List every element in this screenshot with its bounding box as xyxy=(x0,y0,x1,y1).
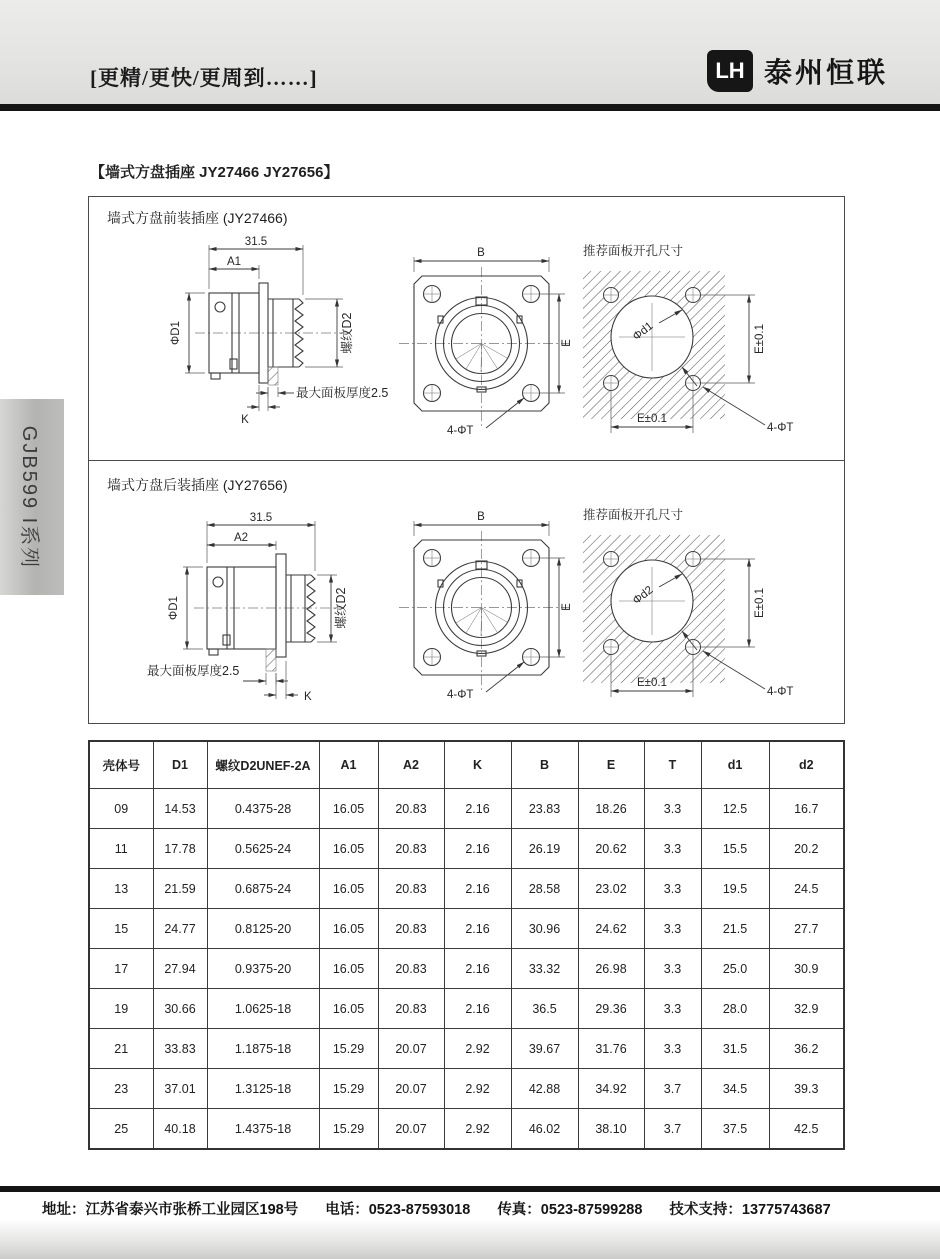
table-row xyxy=(89,789,844,829)
table-cell: 3.3 xyxy=(644,949,701,989)
section-divider xyxy=(89,460,844,461)
column-header: E xyxy=(578,741,644,789)
table-cell: 2.16 xyxy=(444,829,511,869)
table-cell: 2.16 xyxy=(444,989,511,1029)
footer-phone: 电话：0523-87593018 xyxy=(325,1202,471,1218)
table-cell: 31.5 xyxy=(701,1029,769,1069)
table-cell: 0.5625-24 xyxy=(207,829,319,869)
table-cell: 3.3 xyxy=(644,909,701,949)
table-cell: 23.02 xyxy=(578,869,644,909)
label-four-holes: 4-ΦT xyxy=(447,689,474,701)
table-cell: 24.77 xyxy=(153,909,207,949)
table-cell: 1.3125-18 xyxy=(207,1069,319,1109)
label-max-panel-thickness: 最大面板厚度2.5 xyxy=(147,664,240,678)
table-cell: 2.16 xyxy=(444,869,511,909)
table-cell: 34.5 xyxy=(701,1069,769,1109)
table-cell: 33.83 xyxy=(153,1029,207,1069)
dim-overall-length: 31.5 xyxy=(249,512,273,524)
label-four-holes: 4-ΦT xyxy=(767,422,794,434)
table-cell: 24.62 xyxy=(578,909,644,949)
table-cell: 37.5 xyxy=(701,1109,769,1150)
table-cell: 14.53 xyxy=(153,789,207,829)
table-cell: 16.05 xyxy=(319,869,378,909)
table-cell: 15.29 xyxy=(319,1069,378,1109)
side-view-rear-mount xyxy=(139,497,399,707)
table-cell: 26.98 xyxy=(578,949,644,989)
table-cell: 0.6875-24 xyxy=(207,869,319,909)
table-cell: 28.58 xyxy=(511,869,578,909)
table-cell: 21.59 xyxy=(153,869,207,909)
footer-divider xyxy=(0,1186,940,1192)
dim-e: E xyxy=(561,339,573,347)
table-cell: 33.32 xyxy=(511,949,578,989)
column-header: T xyxy=(644,741,701,789)
company-slogan: [更精/更快/更周到……] xyxy=(90,66,318,90)
table-cell: 27.7 xyxy=(769,909,844,949)
section-title-front-mount: 墙式方盘前装插座 (JY27466) xyxy=(107,210,288,226)
table-cell: 2.92 xyxy=(444,1029,511,1069)
table-cell: 15 xyxy=(89,909,153,949)
table-cell: 19 xyxy=(89,989,153,1029)
table-cell: 20.2 xyxy=(769,829,844,869)
table-cell: 15.5 xyxy=(701,829,769,869)
column-header: 壳体号 xyxy=(89,741,153,789)
front-view-front-mount xyxy=(389,241,579,441)
front-view-rear-mount xyxy=(389,505,579,705)
table-cell: 1.4375-18 xyxy=(207,1109,319,1150)
table-row xyxy=(89,1109,844,1150)
column-header: d2 xyxy=(769,741,844,789)
table-cell: 2.92 xyxy=(444,1069,511,1109)
dim-e: E xyxy=(561,603,573,611)
table-cell: 46.02 xyxy=(511,1109,578,1150)
table-cell: 16.05 xyxy=(319,909,378,949)
panel-cutout-front-mount xyxy=(575,237,840,442)
table-cell: 11 xyxy=(89,829,153,869)
table-cell: 20.83 xyxy=(378,989,444,1029)
table-cell: 3.3 xyxy=(644,829,701,869)
table-cell: 20.83 xyxy=(378,869,444,909)
column-header: 螺纹D2UNEF-2A xyxy=(207,741,319,789)
drawing-panel xyxy=(88,196,845,724)
table-cell: 36.2 xyxy=(769,1029,844,1069)
table-cell: 17 xyxy=(89,949,153,989)
table-cell: 12.5 xyxy=(701,789,769,829)
dim-k: K xyxy=(241,414,249,426)
table-cell: 1.1875-18 xyxy=(207,1029,319,1069)
table-row xyxy=(89,829,844,869)
column-header: B xyxy=(511,741,578,789)
table-cell: 18.26 xyxy=(578,789,644,829)
table-cell: 36.5 xyxy=(511,989,578,1029)
table-cell: 31.76 xyxy=(578,1029,644,1069)
table-cell: 29.36 xyxy=(578,989,644,1029)
table-cell: 34.92 xyxy=(578,1069,644,1109)
label-max-panel-thickness: 最大面板厚度2.5 xyxy=(296,386,389,400)
dimension-table xyxy=(88,740,845,1150)
table-cell: 20.62 xyxy=(578,829,644,869)
table-cell: 3.3 xyxy=(644,789,701,829)
dim-e-tol-horizontal: E±0.1 xyxy=(637,413,667,425)
table-cell: 40.18 xyxy=(153,1109,207,1150)
table-cell: 20.07 xyxy=(378,1069,444,1109)
table-cell: 20.83 xyxy=(378,829,444,869)
table-cell: 3.3 xyxy=(644,1029,701,1069)
cutout-diameter-label: Φd2 xyxy=(630,584,656,608)
table-row xyxy=(89,1069,844,1109)
panel-cutout-title: 推荐面板开孔尺寸 xyxy=(583,244,684,258)
table-cell: 19.5 xyxy=(701,869,769,909)
table-cell: 2.16 xyxy=(444,789,511,829)
table-cell: 2.92 xyxy=(444,1109,511,1150)
dim-b: B xyxy=(477,247,485,259)
table-cell: 3.7 xyxy=(644,1109,701,1150)
table-cell: 27.94 xyxy=(153,949,207,989)
dim-body-diameter: ΦD1 xyxy=(170,321,182,345)
table-cell: 38.10 xyxy=(578,1109,644,1150)
panel-cutout-rear-mount xyxy=(575,501,840,706)
table-cell: 39.67 xyxy=(511,1029,578,1069)
table-cell: 25 xyxy=(89,1109,153,1150)
label-four-holes: 4-ΦT xyxy=(767,686,794,698)
table-cell: 16.05 xyxy=(319,989,378,1029)
dim-thread-diameter: 螺纹D2 xyxy=(334,587,348,629)
table-cell: 20.83 xyxy=(378,949,444,989)
label-four-holes: 4-ΦT xyxy=(447,425,474,437)
table-cell: 16.05 xyxy=(319,789,378,829)
table-cell: 16.7 xyxy=(769,789,844,829)
table-cell: 17.78 xyxy=(153,829,207,869)
bottom-fade xyxy=(0,1219,940,1259)
footer-fax: 传真：0523-87599288 xyxy=(497,1202,643,1218)
dim-a2: A2 xyxy=(233,532,249,544)
table-cell: 0.9375-20 xyxy=(207,949,319,989)
dim-thread-diameter: 螺纹D2 xyxy=(340,312,354,354)
dim-e-tol-horizontal: E±0.1 xyxy=(637,677,667,689)
dim-e-tol-vertical: E±0.1 xyxy=(754,324,766,354)
table-cell: 28.0 xyxy=(701,989,769,1029)
table-cell: 21.5 xyxy=(701,909,769,949)
dim-k: K xyxy=(304,691,312,703)
table-cell: 3.3 xyxy=(644,869,701,909)
dim-b: B xyxy=(477,511,485,523)
page-title: 【墙式方盘插座 JY27466 JY27656】 xyxy=(90,164,339,181)
table-cell: 39.3 xyxy=(769,1069,844,1109)
table-cell: 32.9 xyxy=(769,989,844,1029)
table-cell: 42.5 xyxy=(769,1109,844,1150)
table-cell: 37.01 xyxy=(153,1069,207,1109)
brand-name: 泰州恒联 xyxy=(763,57,888,88)
table-cell: 20.07 xyxy=(378,1109,444,1150)
table-cell: 23 xyxy=(89,1069,153,1109)
footer xyxy=(42,1198,831,1219)
logo-monogram-icon: LH xyxy=(707,50,753,92)
table-cell: 2.16 xyxy=(444,909,511,949)
table-cell: 2.16 xyxy=(444,949,511,989)
table-cell: 20.07 xyxy=(378,1029,444,1069)
table-row xyxy=(89,949,844,989)
table-cell: 16.05 xyxy=(319,829,378,869)
company-logo xyxy=(707,50,888,92)
column-header: K xyxy=(444,741,511,789)
table-cell: 30.9 xyxy=(769,949,844,989)
footer-address: 地址：江苏省泰兴市张桥工业园区198号 xyxy=(42,1202,299,1218)
table-cell: 15.29 xyxy=(319,1109,378,1150)
table-cell: 25.0 xyxy=(701,949,769,989)
table-cell: 16.05 xyxy=(319,949,378,989)
column-header: d1 xyxy=(701,741,769,789)
dim-e-tol-vertical: E±0.1 xyxy=(754,588,766,618)
table-row xyxy=(89,989,844,1029)
table-cell: 30.66 xyxy=(153,989,207,1029)
table-cell: 42.88 xyxy=(511,1069,578,1109)
column-header: A1 xyxy=(319,741,378,789)
table-row xyxy=(89,909,844,949)
dim-a1: A1 xyxy=(226,256,242,268)
table-header-row xyxy=(89,741,844,789)
table-cell: 0.8125-20 xyxy=(207,909,319,949)
table-cell: 24.5 xyxy=(769,869,844,909)
table-cell: 21 xyxy=(89,1029,153,1069)
series-label: GJB599 I系列 xyxy=(18,425,41,569)
dim-body-diameter: ΦD1 xyxy=(168,596,180,620)
table-cell: 23.83 xyxy=(511,789,578,829)
table-cell: 20.83 xyxy=(378,909,444,949)
cutout-diameter-label: Φd1 xyxy=(630,320,656,344)
table-cell: 3.3 xyxy=(644,989,701,1029)
side-view-front-mount xyxy=(147,235,397,435)
column-header: D1 xyxy=(153,741,207,789)
table-cell: 09 xyxy=(89,789,153,829)
table-cell: 26.19 xyxy=(511,829,578,869)
table-cell: 0.4375-28 xyxy=(207,789,319,829)
dim-overall-length: 31.5 xyxy=(244,236,268,248)
table-row xyxy=(89,869,844,909)
table-cell: 3.7 xyxy=(644,1069,701,1109)
page-header xyxy=(0,0,940,104)
table-cell: 20.83 xyxy=(378,789,444,829)
footer-support: 技术支持：13775743687 xyxy=(669,1202,831,1218)
table-cell: 1.0625-18 xyxy=(207,989,319,1029)
section-title-rear-mount: 墙式方盘后装插座 (JY27656) xyxy=(107,477,288,493)
series-side-tab xyxy=(0,399,64,595)
table-row xyxy=(89,1029,844,1069)
panel-cutout-title: 推荐面板开孔尺寸 xyxy=(583,508,684,522)
header-divider xyxy=(0,104,940,111)
table-cell: 15.29 xyxy=(319,1029,378,1069)
table-cell: 13 xyxy=(89,869,153,909)
table-cell: 30.96 xyxy=(511,909,578,949)
column-header: A2 xyxy=(378,741,444,789)
